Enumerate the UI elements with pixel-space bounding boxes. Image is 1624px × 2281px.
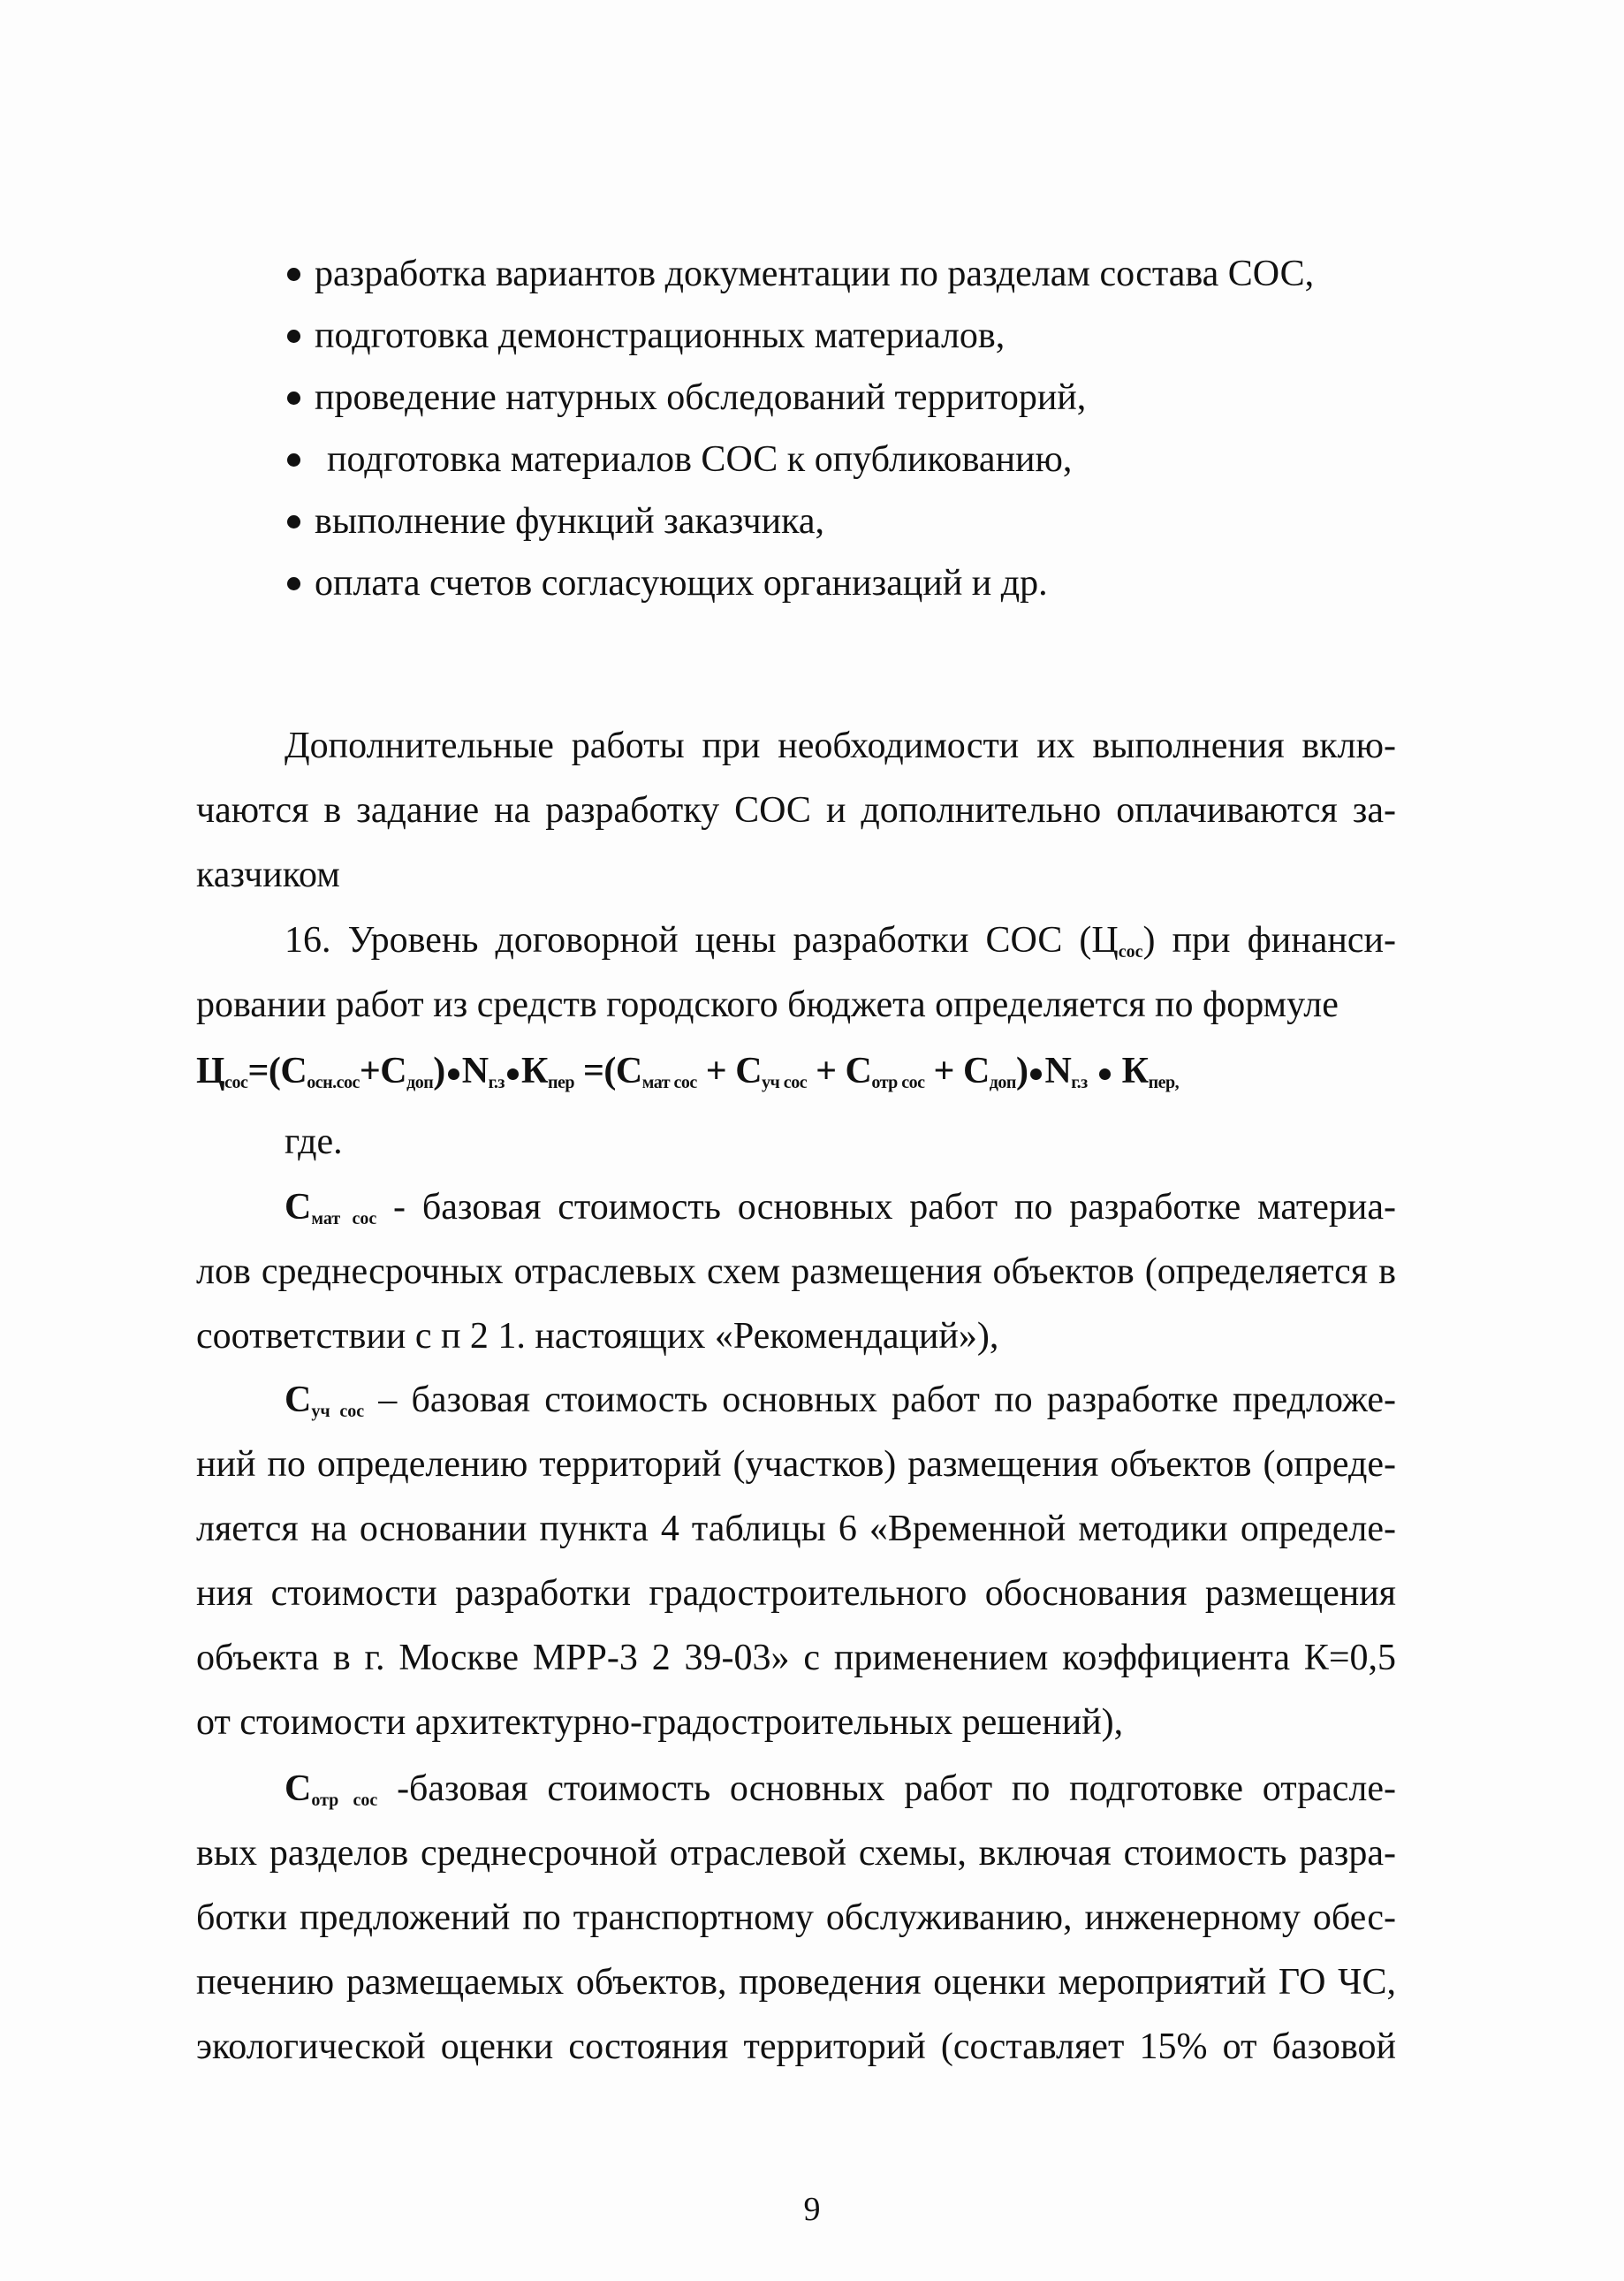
paragraph-line: чаются в задание на разработку СОС и дополнительно оплачиваются за-: [196, 790, 1396, 831]
clause-16-paragraph: [196, 909, 1396, 1038]
list-item: разработка вариантов документации по разделам состава СОС,: [287, 255, 1436, 293]
multiply-dot-icon: [1030, 1068, 1042, 1080]
paragraph-line: соответствии с п 2 1. настоящих «Рекомендаций»),: [196, 1316, 999, 1357]
page-number: 9: [803, 2191, 821, 2228]
bullet-list: [287, 255, 1436, 626]
paragraph-line: ровании работ из средств городского бюджета определяется по формуле: [196, 985, 1339, 1025]
paragraph-line: $С_{мат сос}$ - базовая стоимость основных работ по разработке материа-: [285, 1187, 1396, 1228]
paragraph-line: казчиком: [196, 855, 340, 895]
paragraph-line: Дополнительные работы при необходимости их выполнения вклю-: [285, 726, 1396, 766]
paragraph-line: лов среднесрочных отраслевых схем размещения объектов (определяется в: [196, 1251, 1396, 1292]
paragraph-line: ний по определению территорий (участков) размещения объектов (опреде-: [196, 1444, 1396, 1485]
list-item: подготовка демонстрационных материалов,: [287, 316, 1436, 355]
paragraph-line: вых разделов среднесрочной отраслевой схемы, включая стоимость разра-: [196, 1833, 1396, 1874]
list-item: проведение натурных обследований территорий,: [287, 378, 1436, 417]
paragraph-line: печению размещаемых объектов, проведения оценки мероприятий ГО ЧС,: [196, 1962, 1396, 2003]
bullet-icon: [287, 453, 300, 467]
bullet-icon: [287, 515, 300, 528]
list-item: подготовка материалов СОС к опубликованию,: [287, 440, 1436, 479]
paragraph-line: $С_{отр сос}$ -базовая стоимость основных работ по подготовке отрасле-: [285, 1768, 1396, 1810]
price-formula: $Ц_{сос}=(С_{осн.сос}+С_{доп})$ $N_{г.з}$ $К_{пер} =(С_{мат сос} + С_{уч сос} + С_{отр сос} + С_{доп})$ $N_{г.з}$ $К_{пер,}$: [196, 1051, 1180, 1092]
bullet-icon: [287, 577, 300, 590]
additional-works-paragraph: [196, 714, 1396, 908]
paragraph-line: объекта в г. Москве МРР-3 2 39-03» с применением коэффициента К=0,5: [196, 1638, 1396, 1678]
bullet-icon: [287, 268, 300, 281]
multiply-dot-icon: [448, 1068, 459, 1080]
list-item: оплата счетов согласующих организаций и др.: [287, 564, 1436, 603]
multiply-dot-icon: [507, 1068, 519, 1080]
paragraph-line: 16. Уровень договорной цены разработки СОС $(Ц_{сос})$ при финанси-: [285, 920, 1396, 962]
symbol-c-mat: $С_{мат сос}$: [285, 1187, 377, 1228]
bullet-icon: [287, 392, 300, 405]
paragraph-line: $С_{уч сос}$ – базовая стоимость основных работ по разработке предложе-: [285, 1380, 1396, 1421]
definition-otr: [196, 1757, 1396, 2080]
definition-uch: [196, 1368, 1396, 1755]
multiply-dot-icon: [1099, 1068, 1111, 1080]
list-item: выполнение функций заказчика,: [287, 502, 1436, 541]
where-label: где.: [285, 1121, 343, 1162]
paragraph-line: ния стоимости разработки градостроительного обоснования размещения: [196, 1573, 1396, 1614]
paragraph-line: ляется на основании пункта 4 таблицы 6 «Временной методики определе-: [196, 1509, 1396, 1549]
paragraph-line: ботки предложений по транспортному обслуживанию, инженерному обес-: [196, 1897, 1396, 1938]
symbol-c-otr: $С_{отр сос}$: [285, 1768, 378, 1810]
definition-mat: [196, 1175, 1396, 1369]
symbol-c-uch: $С_{уч сос}$: [285, 1380, 365, 1421]
paragraph-line: от стоимости архитектурно-градостроительных решений),: [196, 1702, 1124, 1743]
paragraph-line: экологической оценки состояния территорий (составляет 15% от базовой: [196, 2026, 1396, 2067]
bullet-icon: [287, 330, 300, 343]
